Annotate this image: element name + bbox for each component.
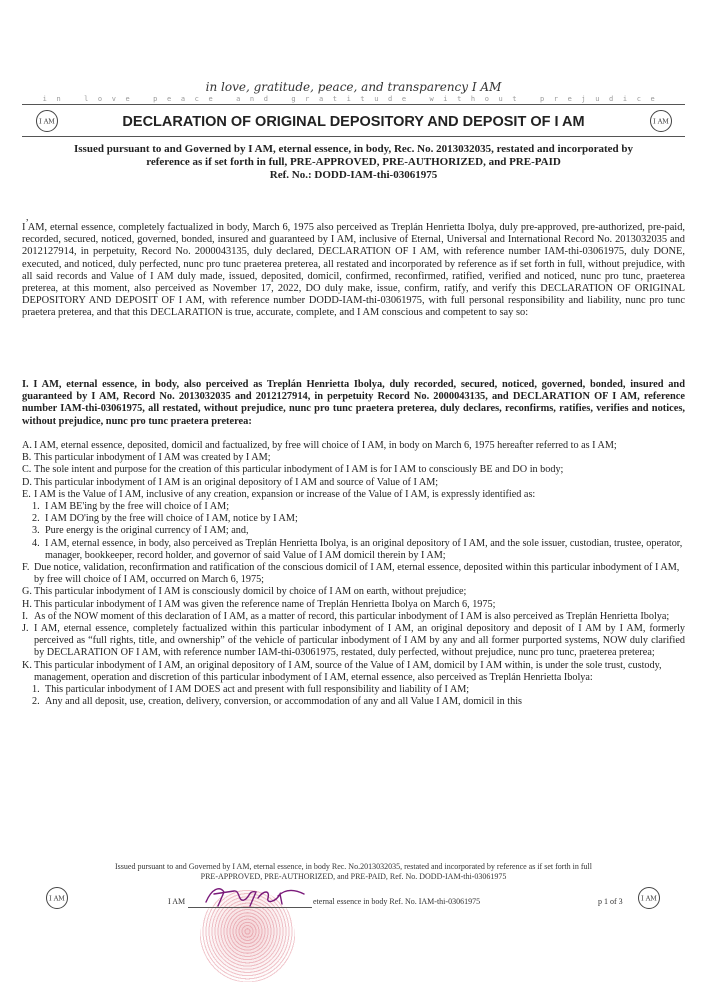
intro-paragraph: I AM, eternal essence, completely factualized in body, March 6, 1975 also perceived as Treplán Henrietta Ibolya, duly pre-approved, pre-authorized, pre-paid, recorded, secured, noticed, governed, bonded, insured and guaranteed by I AM, inclusive of Eternal, Universal and International Record No. 2013032035 and 2012127914, in perpetuity, Record No. 2000043135, duly declared, DECLARATION OF I AM, with reference number IAM-thi-03061975, duly DONE, executed, and noticed, duly perfected, nunc pro tunc praeterea preterea, all restated and incorporated by reference as if set forth in full, without prejudice, with all said records and Value of I AM duly made, issued, deposited, domicil, confirmed, reconfirmed, ratified, verified and noticed, nunc pro tunc, praeterea preterea, at this moment, also perceived as November 17, 2022, DO duly make, issue, confirm, ratify, and verify this DECLARATION OF ORIGINAL DEPOSITORY AND DEPOSIT OF I AM, with reference number DODD-IAM-thi-03061975, with full personal responsibility and liability, nunc pro tunc praetera preterea, and that this DECLARATION is true, accurate, complete, and I AM conscious and competent to say so: (22, 222, 685, 319)
sub-item-number: 2. (32, 513, 40, 525)
section-heading: I. I AM, eternal essence, in body, also perceived as Treplán Henrietta Ibolya, duly recorded, secured, noticed, governed, bonded, insured and guaranteed by I AM, Record No. 2013032035 and 2012127914, in perpetuity Record No. 2000043135, and DECLARATION OF I AM, reference number IAM-thi-03061975, all restated, without prejudice, nunc pro tunc praetera preterea, duly declares, reconfirms, ratifies, verifies and notices, without prejudice, nunc pro tunc praetera preterea: (22, 379, 685, 427)
item-letter: E. (22, 488, 31, 500)
item-letter: B. (22, 452, 32, 464)
sub-item-text: I AM DO'ing by the free will choice of I AM, notice by I AM; (45, 513, 298, 525)
page-number: p 1 of 3 (598, 897, 623, 906)
item-letter: D. (22, 476, 32, 488)
intro-mark: , (26, 212, 29, 223)
signature-label: I AM (168, 897, 186, 906)
item-text: This particular inbodyment of I AM is an original depository of I AM and source of Value of I AM; (34, 476, 439, 488)
seal-right-icon (650, 110, 672, 132)
item-letter: K. (22, 659, 32, 671)
issued-line-1: Issued pursuant to and Governed by I AM, eternal essence, in body, Rec. No. 2013032035, restated and incorporated by (74, 143, 633, 155)
sub-item-number: 1. (32, 501, 40, 513)
footer-line-1: Issued pursuant to and Governed by I AM, eternal essence, in body Rec. No.2013032035, restated and incorporated by reference as if set forth in full (115, 862, 592, 871)
list-item (22, 586, 685, 598)
seal-footer-left-label: I AM (49, 895, 65, 903)
header-rule-top (22, 104, 685, 105)
sub-item-number: 2. (32, 696, 40, 708)
list-item (22, 440, 685, 452)
list-item (22, 623, 685, 660)
seal-footer-right-label: I AM (641, 895, 657, 903)
item-text: This particular inbodyment of I AM is consciously domicil by choice of I AM on earth, without prejudice; (34, 586, 467, 598)
header-tagline: in love, gratitude, peace, and transparency I AM (205, 80, 502, 94)
sub-item-text: Any and all deposit, use, creation, delivery, conversion, or accommodation of any and all Value I AM, domicil in this (45, 696, 522, 708)
item-text: This particular inbodyment of I AM, an original depository of I AM, source of the Value of I AM, domicil by I AM within, is under the sole trust, custody, management, operation and discretion of this particular inbodyment of I AM, eternal essence, also perceived as Treplán Henrietta Ibolya: (34, 659, 662, 683)
seal-footer-right-icon (638, 887, 660, 909)
list-item (22, 464, 685, 476)
sub-item (22, 684, 685, 696)
sub-item (22, 525, 685, 537)
sub-item-number: 3. (32, 525, 40, 537)
item-letter: G. (22, 586, 32, 598)
sub-item-number: 4. (32, 537, 40, 549)
item-text: Due notice, validation, reconfirmation and ratification of the conscious domicil of I AM, eternal essence, deposited within this particular inbodyment of I AM, by free will choice of I AM, occurred on March 6, 1975; (34, 562, 680, 586)
item-text: The sole intent and purpose for the creation of this particular inbodyment of I AM is for I AM to consciously BE and DO in body; (34, 464, 564, 476)
list-item (22, 660, 685, 684)
sub-item-text: I AM, eternal essence, in body, also perceived as Treplán Henrietta Ibolya, is an original depository of I AM, and the sole issuer, custodian, trustee, operator, manager, bookkeeper, record holder, and governor of said Value of I AM domicil therein by I AM; (45, 537, 683, 561)
sub-item-text: Pure energy is the original currency of I AM; and, (45, 525, 249, 537)
item-letter: J. (22, 623, 29, 635)
issued-line-2: reference as if set forth in full, PRE-APPROVED, PRE-AUTHORIZED, and PRE-PAID (146, 156, 561, 168)
sub-item-number: 1. (32, 684, 40, 696)
sub-item (22, 513, 685, 525)
item-text: This particular inbodyment of I AM was created by I AM; (34, 452, 271, 464)
list-item (22, 562, 685, 586)
header-spaced-tagline: in love peace and gratitude without prejudice (42, 95, 665, 103)
sub-item (22, 538, 685, 562)
item-text: I AM, eternal essence, deposited, domicil and factualized, by free will choice of I AM, in body on March 6, 1975 hereafter referred to as I AM; (34, 440, 617, 451)
issued-ref-number: Ref. No.: DODD-IAM-thi-03061975 (269, 169, 438, 181)
list-item (22, 599, 685, 611)
sub-item-text: This particular inbodyment of I AM DOES act and present with full responsibility and liability of I AM; (45, 684, 470, 696)
item-text: This particular inbodyment of I AM was given the reference name of Treplán Henrietta Ibolya on March 6, 1975; (34, 598, 496, 610)
declaration-items (22, 440, 685, 708)
list-item (22, 452, 685, 464)
signature-line (188, 907, 312, 908)
seal-left-icon (36, 110, 58, 132)
signature-caption: eternal essence in body Ref. No. IAM-thi-03061975 (313, 897, 481, 906)
list-item (22, 611, 685, 623)
sub-item (22, 501, 685, 513)
issued-statement (28, 143, 679, 182)
item-letter: H. (22, 598, 32, 610)
list-item (22, 477, 685, 489)
item-text: As of the NOW moment of this declaration of I AM, as a matter of record, this particular inbodyment of I AM is also perceived as Treplán Henrietta Ibolya; (34, 610, 670, 622)
seal-right-label: I AM (653, 118, 669, 126)
item-letter: A. (22, 440, 32, 451)
item-text: I AM is the Value of I AM, inclusive of any creation, expansion or increase of the Value of I AM, is expressly identified as: (34, 488, 536, 500)
document-title: DECLARATION OF ORIGINAL DEPOSITORY AND DEPOSIT OF I AM (122, 114, 585, 130)
list-item (22, 489, 685, 501)
header-rule-bottom (22, 136, 685, 137)
footer-line-2: PRE-APPROVED, PRE-AUTHORIZED, and PRE-PAID, Ref. No. DODD-IAM-thi-03061975 (200, 872, 507, 881)
item-letter: I. (22, 610, 28, 622)
sub-item-text: I AM BE'ing by the free will choice of I AM; (45, 501, 230, 513)
seal-footer-left-icon (46, 887, 68, 909)
seal-left-label: I AM (39, 118, 55, 126)
sub-item (22, 696, 685, 708)
item-letter: F. (22, 562, 30, 574)
item-letter: C. (22, 464, 32, 476)
item-text: I AM, eternal essence, completely factualized within this particular inbodyment of I AM, an original depository and deposit of I AM by I AM, formerly perceived as “full rights, title, and ownership” of the vehicle of particular inbodyment of I AM by any and all former purported systems, NOW duly clarified by DECLARATION OF I AM, with reference number IAM-thi-03061975, restated, duly perfected, without prejudice, nunc pro tunc, praeterea preterea; (34, 623, 685, 659)
